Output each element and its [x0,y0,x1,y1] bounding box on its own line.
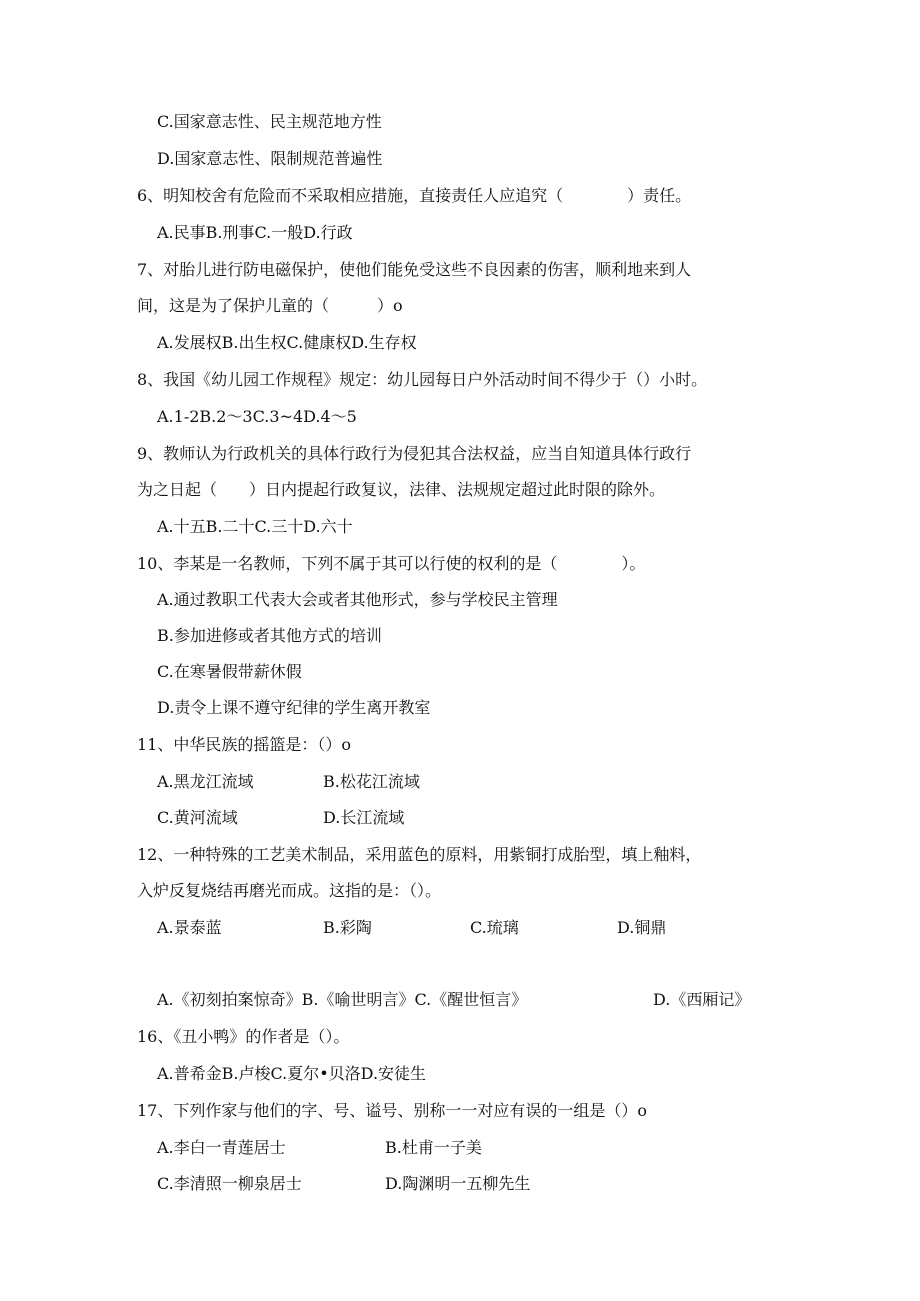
question-12-line-1: 12、一种特殊的工艺美术制品，采用蓝色的原料，用紫铜打成胎型，填上釉料， [137,845,702,864]
question-12-option-b: B.彩陶 [323,918,372,937]
option-c: C.国家意志性、民主规范地方性 [157,112,382,131]
question-9-options: A.十五B.二十C.三十D.六十 [157,517,353,536]
question-16-options: A.普希金B.卢梭C.夏尔•贝洛D.安徒生 [157,1064,427,1083]
question-17-option-c: C.李清照一柳泉居士 [157,1174,302,1193]
question-8: 8、我国《幼儿园工作规程》规定：幼儿园每日户外活动时间不得少于（）小时。 [137,370,708,389]
option-d: D.国家意志性、限制规范普遍性 [157,149,383,168]
question-12-option-d: D.铜鼎 [617,918,667,937]
question-6-options: A.民事B.刑事C.一般D.行政 [157,223,353,242]
question-10: 10、李某是一名教师，下列不属于其可以行使的权利的是（ ）。 [137,554,646,573]
question-17-option-d: D.陶渊明一五柳先生 [385,1174,531,1193]
question-12-line-2: 入炉反复烧结再磨光而成。这指的是：（）。 [137,881,442,900]
question-11-option-c: C.黄河流域 [157,808,238,827]
question-6: 6、明知校舍有危险而不采取相应措施，直接责任人应追究（ ）责任。 [137,186,692,205]
question-7-line-1: 7、对胎儿进行防电磁保护，使他们能免受这些不良因素的伤害，顺利地来到人 [137,260,692,279]
question-10-option-b: B.参加进修或者其他方式的培训 [157,626,382,645]
question-11-option-d: D.长江流域 [323,808,405,827]
question-15-options-abc: A.《初刻拍案惊奇》B.《喻世明言》C.《醒世恒言》 [157,990,528,1009]
question-7-options: A.发展权B.出生权C.健康权D.生存权 [157,333,417,352]
question-10-option-d: D.责令上课不遵守纪律的学生离开教室 [157,698,431,717]
question-17: 17、下列作家与他们的字、号、谥号、别称一一对应有误的一组是（）o [137,1101,647,1120]
question-11: 11、中华民族的摇篮是：（）o [137,735,351,754]
question-8-options: A.1-2B.2～3C.3~4D.4～5 [157,407,357,426]
question-16: 16、《丑小鸭》的作者是（）。 [137,1027,350,1046]
question-10-option-c: C.在寒暑假带薪休假 [157,662,302,681]
question-9-line-2: 为之日起（ ）日内提起行政复议，法律、法规规定超过此时限的除外。 [137,480,666,499]
question-12-option-a: A.景泰蓝 [157,918,222,937]
question-15-option-d: D.《西厢记》 [653,990,751,1009]
question-9-line-1: 9、教师认为行政机关的具体行政行为侵犯其合法权益，应当自知道具体行政行 [137,444,692,463]
question-17-option-a: A.李白一青莲居士 [157,1138,286,1157]
question-10-option-a: A.通过教职工代表大会或者其他形式，参与学校民主管理 [157,590,558,609]
question-7-line-2: 间，这是为了保护儿童的（ ）o [137,296,403,315]
question-17-option-b: B.杜甫一子美 [385,1138,482,1157]
question-11-option-a: A.黑龙江流域 [157,772,254,791]
question-11-option-b: B.松花江流域 [323,772,420,791]
question-12-option-c: C.琉璃 [470,918,519,937]
